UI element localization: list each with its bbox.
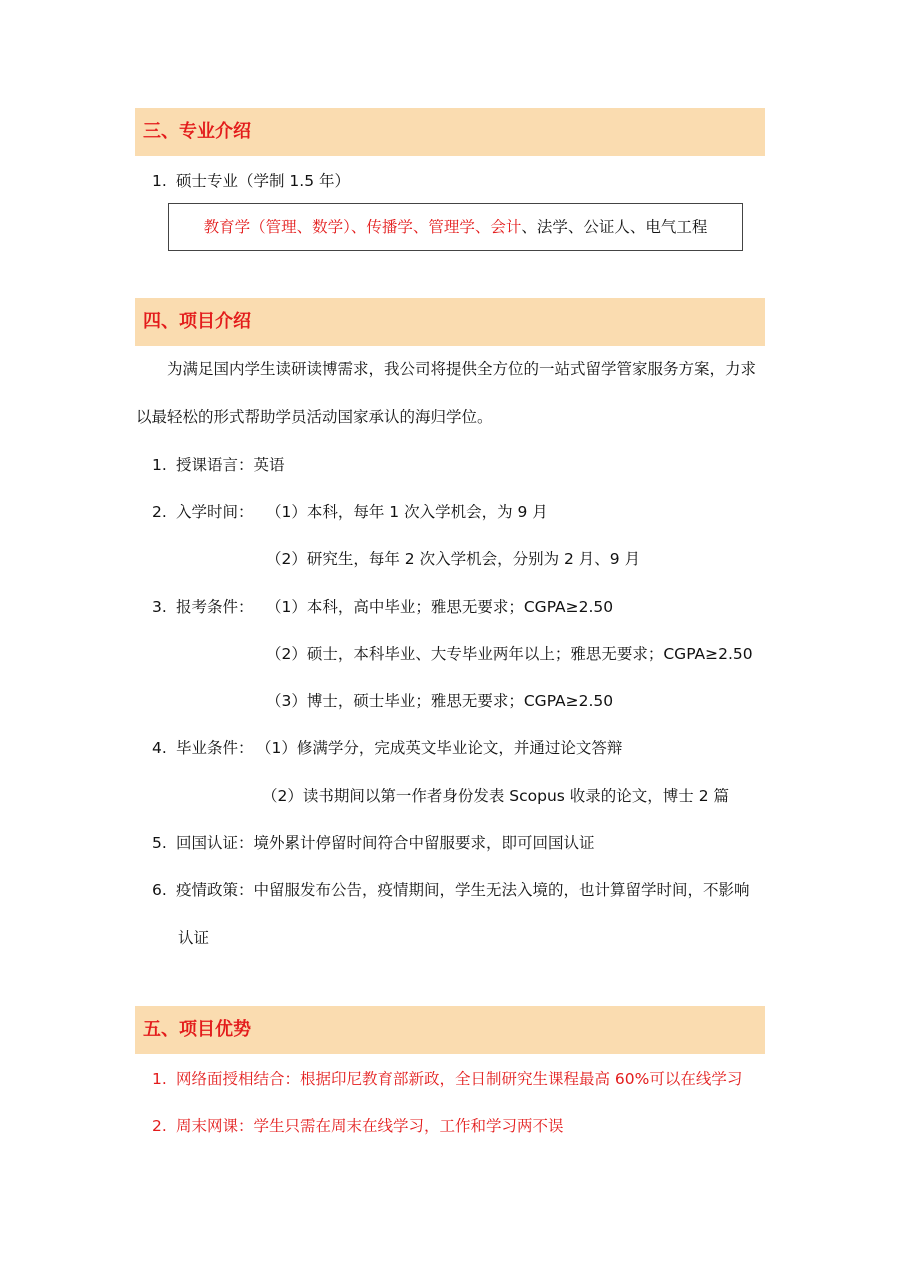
list-item: [152, 501, 254, 523]
list-item: [152, 596, 254, 618]
list-item: [152, 832, 595, 854]
intro-paragraph-line-1: 为满足国内学生读研读博需求，我公司将提供全方位的一站式留学管家服务方案，力求: [167, 360, 757, 378]
list-text: 回国认证：境外累计停留时间符合中留服要求，即可回国认证: [176, 834, 595, 852]
list-subline: （2）研究生，每年 2 次入学机会，分别为 2 月、9 月: [266, 550, 641, 568]
list-number: 6.: [152, 881, 167, 899]
list-text: 疫情政策：中留服发布公告，疫情期间，学生无法入境的，也计算留学时间，不影响: [176, 881, 750, 899]
list-text: 硕士专业（学制 1.5 年）: [176, 172, 351, 190]
list-item: [152, 1068, 742, 1090]
list-subline: （2）硕士，本科毕业、大专毕业两年以上；雅思无要求；CGPA≥2.50: [266, 645, 753, 663]
section-3-heading: 三、专业介绍: [135, 108, 765, 156]
list-subline: （3）博士，硕士毕业；雅思无要求；CGPA≥2.50: [266, 692, 614, 710]
list-number: 4.: [152, 739, 167, 757]
list-subline: （1）本科，高中毕业；雅思无要求；CGPA≥2.50: [266, 598, 614, 616]
list-label: 入学时间：: [176, 503, 254, 521]
list-text: 授课语言：英语: [176, 456, 285, 474]
list-number: 1.: [152, 456, 167, 474]
list-number: 1.: [152, 172, 167, 190]
list-subline: （1）本科，每年 1 次入学机会，为 9 月: [266, 503, 548, 521]
list-text: 周末网课：学生只需在周末在线学习，工作和学习两不误: [176, 1117, 564, 1135]
majors-highlighted: 教育学（管理、数学）、传播学、管理学、会计: [203, 218, 522, 236]
list-item: [152, 170, 350, 192]
list-item: [152, 1115, 564, 1137]
intro-paragraph-line-2: 以最轻松的形式帮助学员活动国家承认的海归学位。: [136, 408, 493, 426]
list-number: 1.: [152, 1070, 167, 1088]
majors-box: [168, 203, 743, 251]
list-number: 5.: [152, 834, 167, 852]
list-number: 2.: [152, 1117, 167, 1135]
list-label: 报考条件：: [176, 598, 254, 616]
list-item: [152, 879, 750, 901]
list-text: 网络面授相结合：根据印尼教育部新政，全日制研究生课程最高 60%可以在线学习: [176, 1070, 743, 1088]
list-item: [152, 737, 254, 759]
section-5-heading: 五、项目优势: [135, 1006, 765, 1054]
list-number: 2.: [152, 503, 167, 521]
section-4-heading: 四、项目介绍: [135, 298, 765, 346]
list-label: 毕业条件：: [176, 739, 254, 757]
majors-plain: 、法学、公证人、电气工程: [521, 218, 708, 236]
list-subline: （1）修满学分，完成英文毕业论文，并通过论文答辩: [256, 739, 623, 757]
list-continuation: 认证: [178, 929, 210, 947]
list-number: 3.: [152, 598, 167, 616]
list-item: [152, 454, 285, 476]
list-subline: （2）读书期间以第一作者身份发表 Scopus 收录的论文，博士 2 篇: [262, 787, 730, 805]
